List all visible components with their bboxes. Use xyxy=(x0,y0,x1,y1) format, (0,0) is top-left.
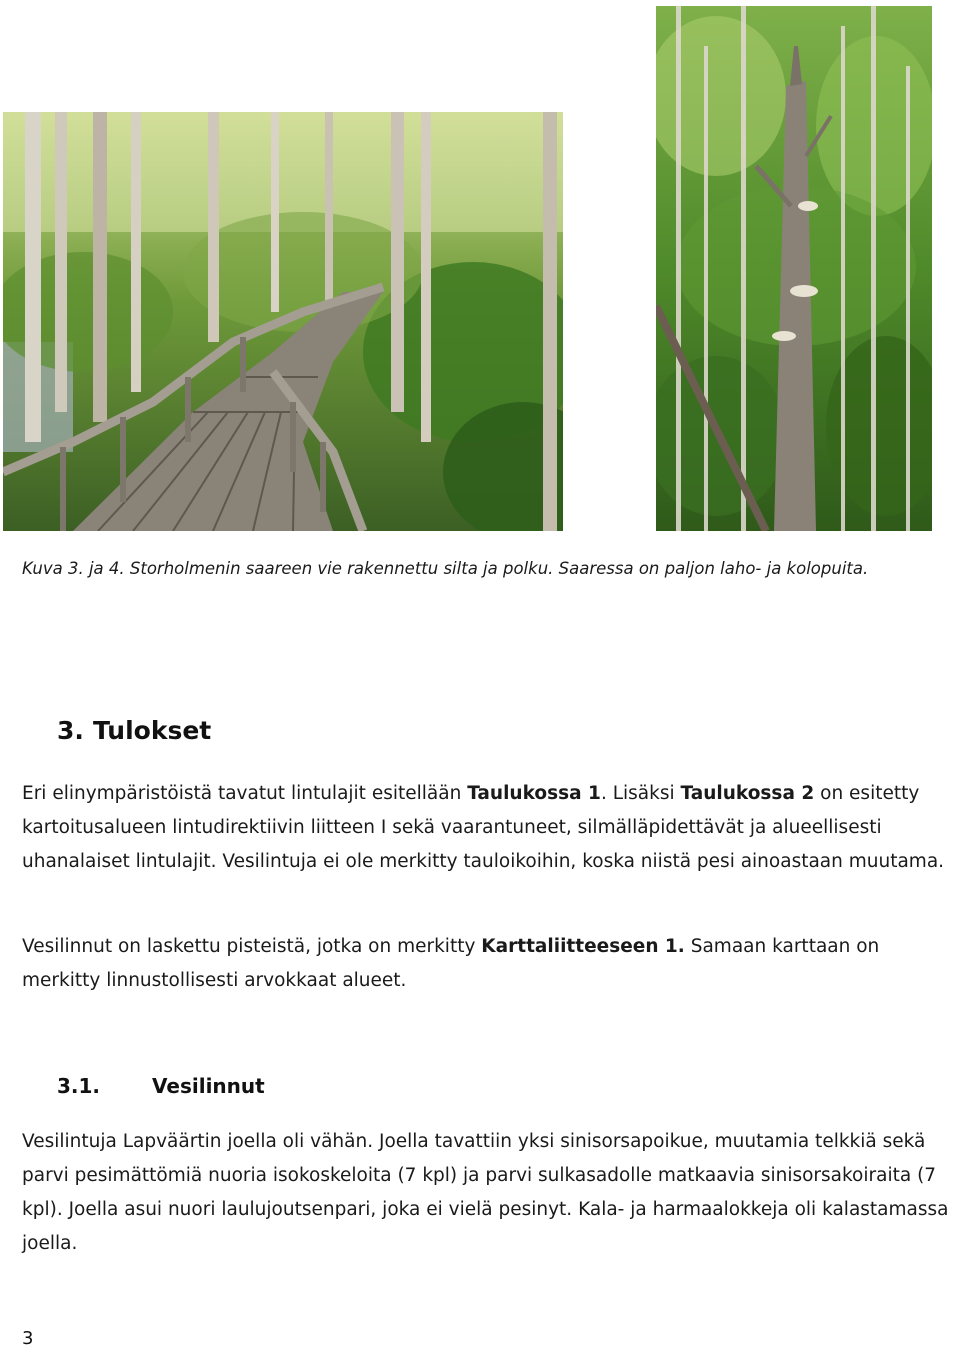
waterbirds-paragraph: Vesilintuja Lapväärtin joella oli vähän. Joella tavattiin yksi sinisorsapoikue, muutamia telkkiä sekä parvi pesimättömiä nuoria isokoskeloita (7 kpl) ja parvi sulkasadolle matkaavia sinisorsakoiraita (7 kpl). Joella asui nuori laulujoutsenpari, joka ei vielä pesinyt. Kala- ja harmaalokkeja oli kalastamassa joella. xyxy=(22,1131,949,1254)
page-number: 3 xyxy=(22,1328,34,1349)
photo-caption: Kuva 3. ja 4. Storholmenin saareen vie rakennettu silta ja polku. Saaressa on paljon laho- ja kolopuita. xyxy=(22,559,869,578)
section-number: 3. xyxy=(57,716,84,745)
section-title: Tulokset xyxy=(93,716,212,745)
text-run: on esitetty kartoitusalueen lintudirektiivin liitteen I sekä vaarantuneet, silmälläpidettävät ja alueellisesti uhanalaiset lintulajit. Vesilintuja ei ole merkitty tauloikoihin, koska niistä pesi ainoastaan muutama. xyxy=(22,783,945,872)
map-reference: Karttaliitteeseen 1. xyxy=(481,936,685,957)
text-run: Eri elinympäristöistä tavatut lintulajit esitellään xyxy=(22,783,468,804)
forest-snag-photo xyxy=(656,6,932,531)
waterbird-count-paragraph xyxy=(22,930,947,998)
text-run: Samaan karttaan on merkitty linnustollisesti arvokkaat alueet. xyxy=(22,936,880,991)
results-paragraph xyxy=(22,777,947,879)
subsection-heading xyxy=(57,1074,265,1098)
boardwalk-photo xyxy=(3,112,563,531)
text-run: Vesilinnut on laskettu pisteistä, jotka on merkitty xyxy=(22,936,482,957)
text-run: . Lisäksi xyxy=(600,783,681,804)
subsection-number: 3.1. xyxy=(57,1074,101,1098)
table-reference: Taulukossa 2 xyxy=(680,783,815,804)
table-reference: Taulukossa 1 xyxy=(467,783,601,804)
section-heading xyxy=(57,716,211,745)
subsection-title: Vesilinnut xyxy=(152,1074,265,1098)
